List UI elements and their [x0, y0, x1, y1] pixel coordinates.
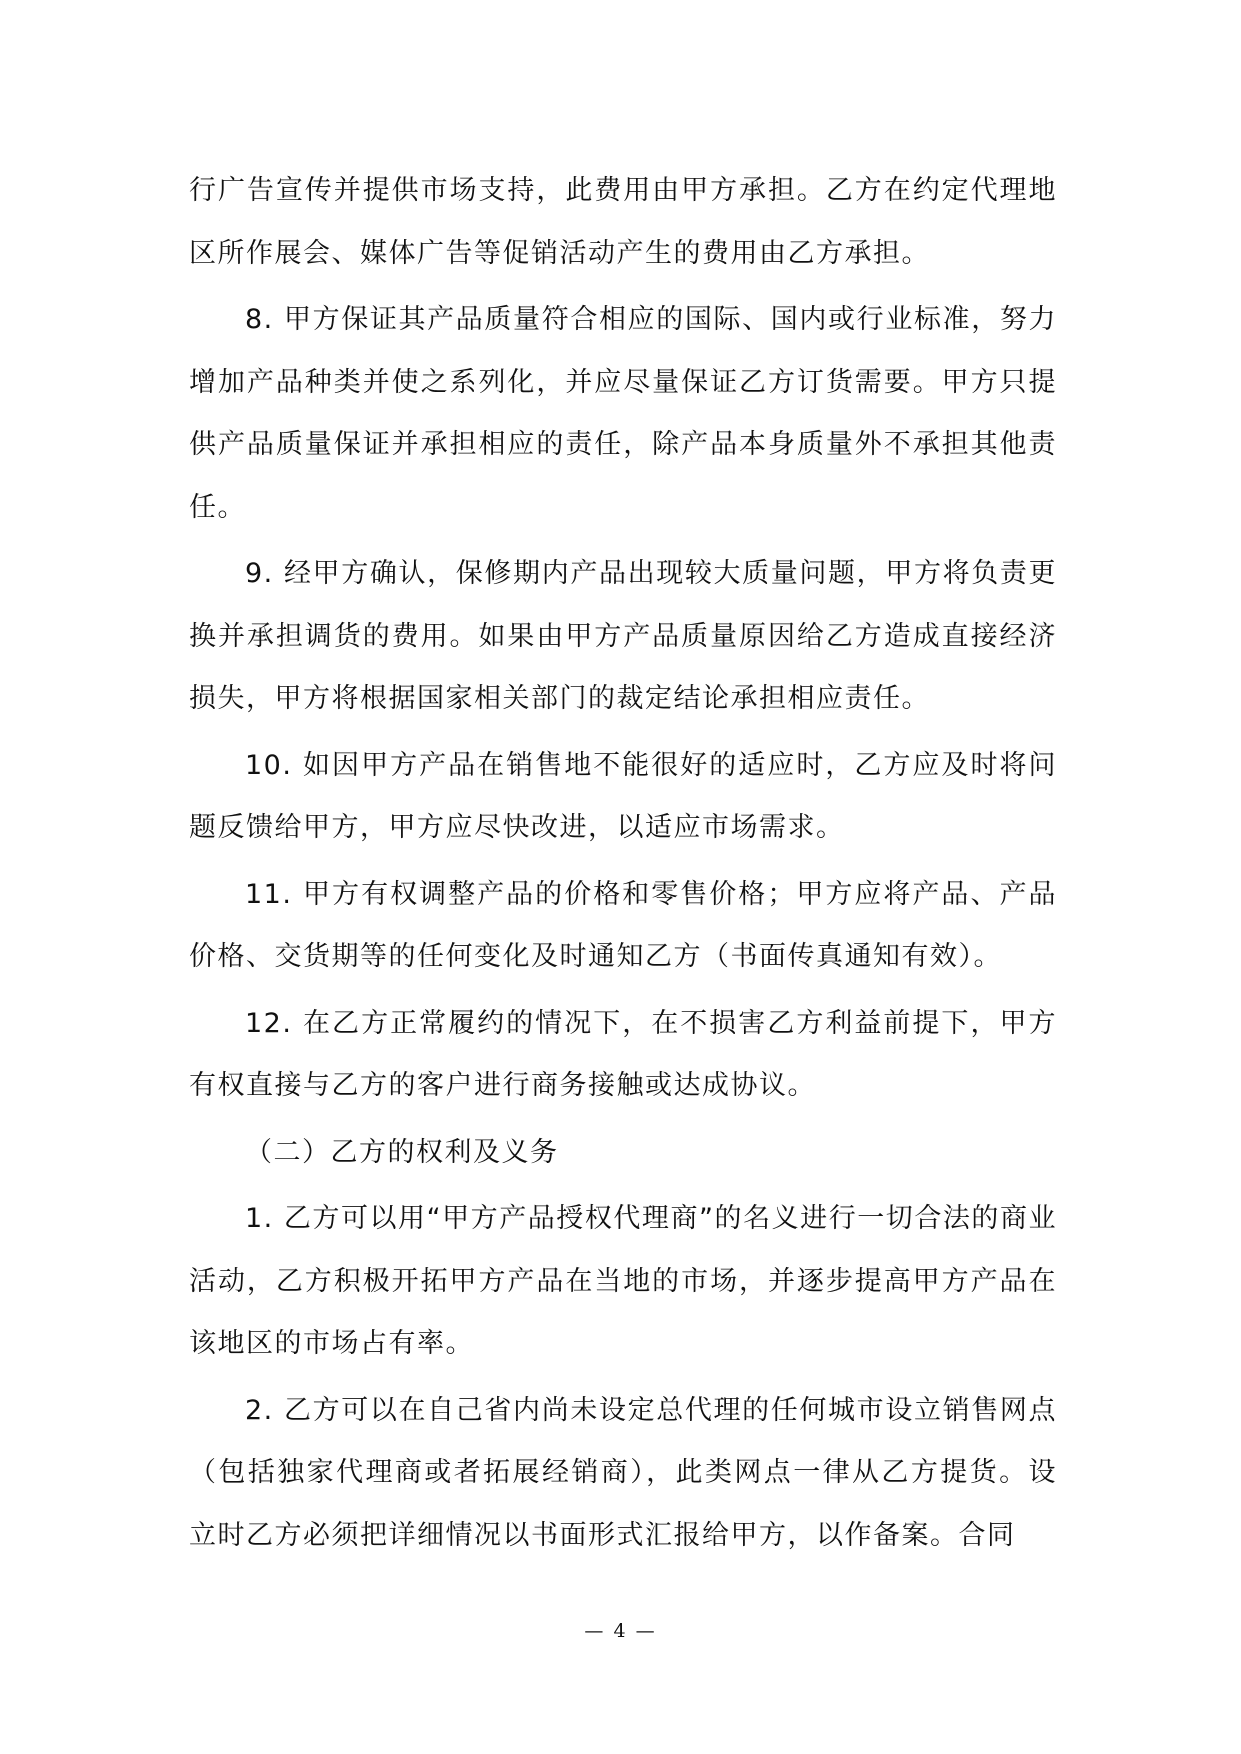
paragraph-clause-11: 11. 甲方有权调整产品的价格和零售价格；甲方应将产品、产品价格、交货期等的任何变化及时通知乙方（书面传真通知有效）。: [189, 878, 1057, 972]
paragraph-continuation: 行广告宣传并提供市场支持，此费用由甲方承担。乙方在约定代理地区所作展会、媒体广告等促销活动产生的费用由乙方承担。: [189, 175, 1057, 269]
paragraph-party-b-clause-2: 2. 乙方可以在自己省内尚未设定总代理的任何城市设立销售网点（包括独家代理商或者拓展经销商），此类网点一律从乙方提货。设立时乙方必须把详细情况以书面形式汇报给甲方，以作备案。合同: [189, 1394, 1057, 1551]
section-heading-party-b: （二）乙方的权利及义务: [245, 1136, 559, 1168]
paragraph-clause-8: 8. 甲方保证其产品质量符合相应的国际、国内或行业标准，努力增加产品种类并使之系列化，并应尽量保证乙方订货需要。甲方只提供产品质量保证并承担相应的责任，除产品本身质量外不承担其他责任。: [189, 304, 1057, 523]
page-number: — 4 —: [584, 1620, 657, 1642]
paragraph-party-b-clause-1: 1. 乙方可以用“甲方产品授权代理商”的名义进行一切合法的商业活动，乙方积极开拓甲方产品在当地的市场，并逐步提高甲方产品在该地区的市场占有率。: [189, 1203, 1057, 1359]
paragraph-clause-12: 12. 在乙方正常履约的情况下，在不损害乙方利益前提下，甲方有权直接与乙方的客户进行商务接触或达成协议。: [189, 1007, 1057, 1101]
paragraph-clause-10: 10. 如因甲方产品在销售地不能很好的适应时，乙方应及时将问题反馈给甲方，甲方应尽快改进，以适应市场需求。: [189, 749, 1057, 843]
paragraph-clause-9: 9. 经甲方确认，保修期内产品出现较大质量问题，甲方将负责更换并承担调货的费用。如果由甲方产品质量原因给乙方造成直接经济损失，甲方将根据国家相关部门的裁定结论承担相应责任。: [189, 558, 1057, 714]
document-body: [189, 160, 1057, 1571]
